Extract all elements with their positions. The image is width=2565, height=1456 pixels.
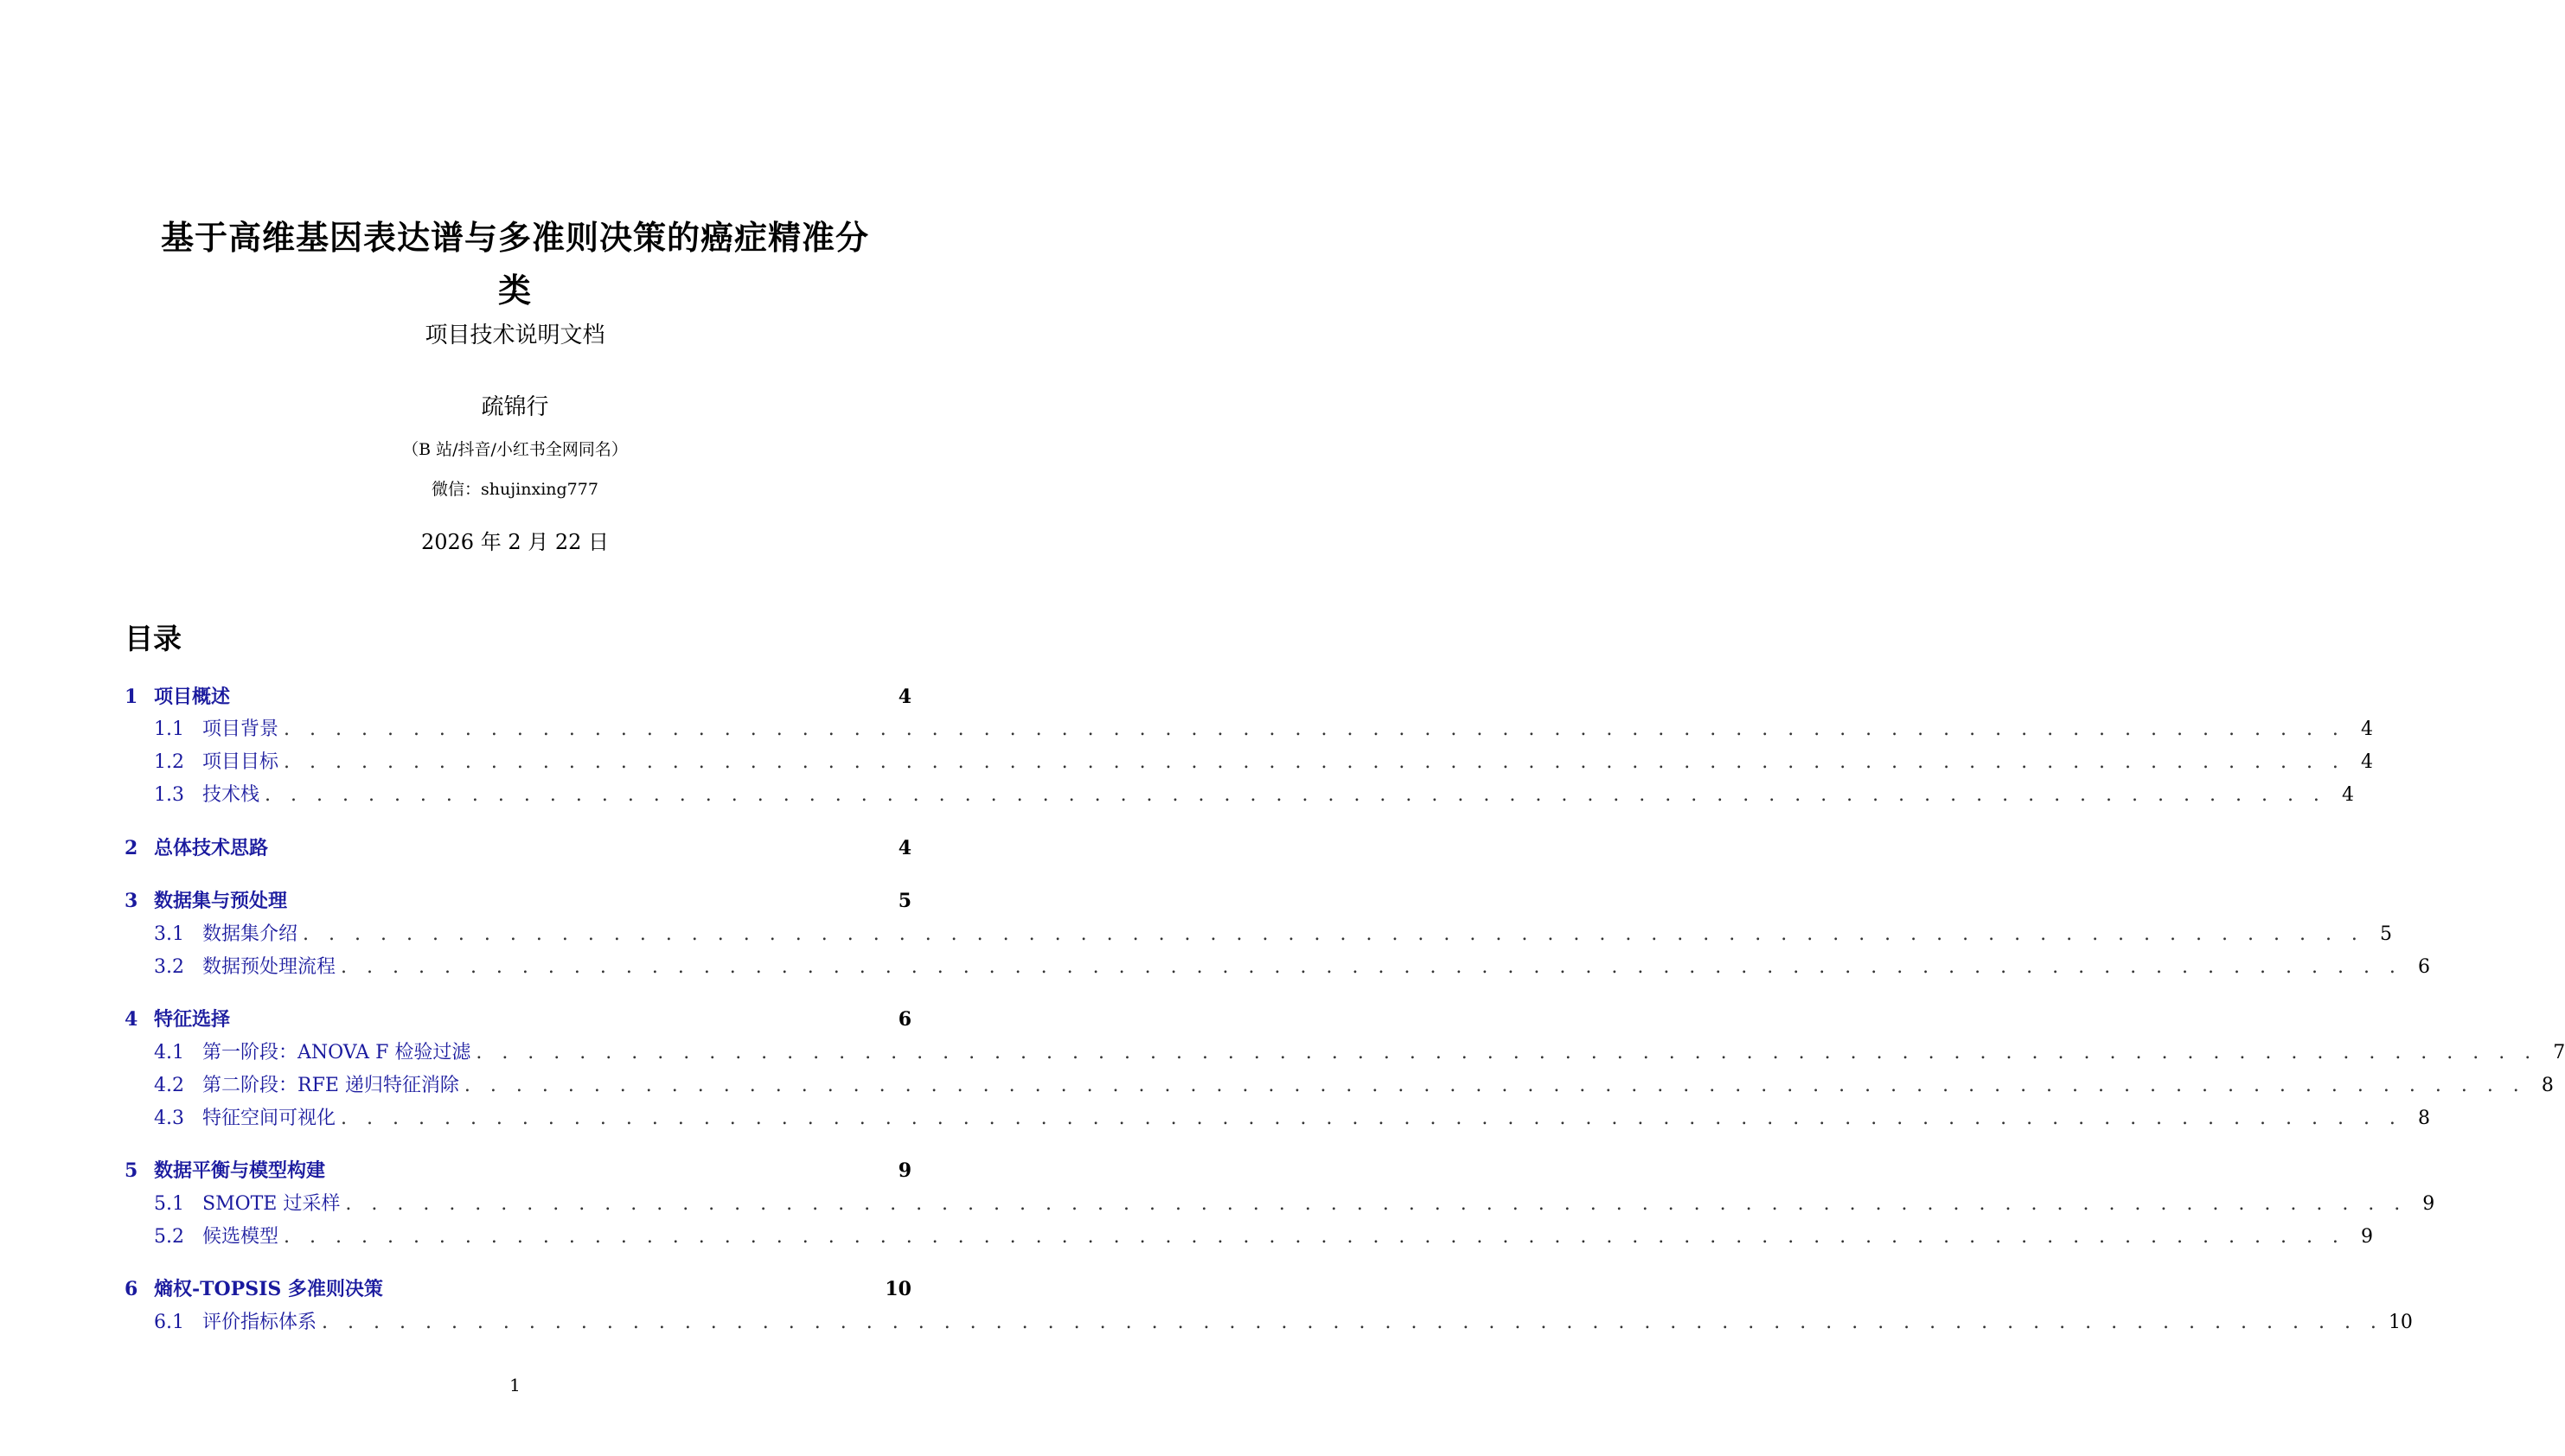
toc-subsection-entry[interactable] bbox=[125, 919, 2392, 948]
toc-entry-label: 数据集介绍 bbox=[202, 923, 298, 945]
toc-entry-page: 9 bbox=[2422, 1193, 2435, 1215]
toc-entry-page: 5 bbox=[898, 890, 912, 912]
toc-dot-leader: . . . . . . . . . . . . . . . . . . . . . . . . . . . . . . . . . . . . . . . . . . . . . . . . . . . . . . . . . . . . . . . . . . . . . . . . . . . . . . . . bbox=[341, 1108, 2402, 1129]
toc-entry-number: 6.1 bbox=[154, 1312, 184, 1333]
toc-entry-page: 4 bbox=[2360, 751, 2373, 773]
toc-entry-page: 4 bbox=[2341, 784, 2354, 806]
toc-section-entry[interactable] bbox=[125, 1005, 912, 1034]
toc-entry-number: 1.1 bbox=[154, 718, 184, 740]
toc-heading: 目录 bbox=[125, 622, 182, 655]
toc-entry-number: 2 bbox=[125, 837, 138, 859]
toc-dot-leader: . . . . . . . . . . . . . . . . . . . . . . . . . . . . . . . . . . . . . . . . . . . . . . . . . . . . . . . . . . . . . . . . . . . . . . . . . . . . . . . . bbox=[322, 1312, 2383, 1333]
toc-section-entry[interactable] bbox=[125, 886, 912, 916]
toc-dot-leader: . . . . . . . . . . . . . . . . . . . . . . . . . . . . . . . . . . . . . . . . . . . . . . . . . . . . . . . . . . . . . . . . . . . . . . . . . . . . . . . . bbox=[345, 1193, 2408, 1215]
toc-dot-leader: . . . . . . . . . . . . . . . . . . . . . . . . . . . . . . . . . . . . . . . . . . . . . . . . . . . . . . . . . . . . . . . . . . . . . . . . . . . . . . . . bbox=[303, 923, 2364, 945]
toc-entry-label: 数据集与预处理 bbox=[154, 890, 288, 912]
toc-subsection-entry[interactable] bbox=[125, 1189, 2435, 1218]
toc-subsection-entry[interactable] bbox=[125, 1070, 2554, 1100]
toc-subsection-entry[interactable] bbox=[125, 1222, 2373, 1251]
toc-entry-number: 4 bbox=[125, 1008, 138, 1031]
toc-subsection-entry[interactable] bbox=[125, 747, 2373, 776]
toc-dot-leader: . . . . . . . . . . . . . . . . . . . . . . . . . . . . . . . . . . . . . . . . . . . . . . . . . . . . . . . . . . . . . . . . . . . . . . . . . . . . . . . . bbox=[476, 1042, 2538, 1063]
toc-entry-number: 5 bbox=[125, 1159, 138, 1182]
toc-entry-page: 8 bbox=[2417, 1108, 2430, 1129]
toc-subsection-entry[interactable] bbox=[125, 1038, 2565, 1067]
toc-entry-page: 4 bbox=[898, 686, 912, 708]
toc-section-entry[interactable] bbox=[125, 682, 912, 712]
toc-entry-label: 项目背景 bbox=[202, 718, 279, 740]
toc-entry-label: 项目目标 bbox=[202, 751, 279, 773]
toc-entry-label: 候选模型 bbox=[202, 1226, 279, 1248]
toc-section-entry[interactable] bbox=[125, 1274, 912, 1304]
toc-entry-page: 4 bbox=[2360, 718, 2373, 740]
toc-entry-number: 3.1 bbox=[154, 923, 184, 945]
toc-dot-leader: . . . . . . . . . . . . . . . . . . . . . . . . . . . . . . . . . . . . . . . . . . . . . . . . . . . . . . . . . . . . . . . . . . . . . . . . . . . . . . . . bbox=[341, 956, 2402, 978]
toc-entry-label: 特征选择 bbox=[154, 1008, 231, 1031]
toc-entry-label: SMOTE 过采样 bbox=[202, 1193, 341, 1215]
toc-dot-leader: . . . . . . . . . . . . . . . . . . . . . . . . . . . . . . . . . . . . . . . . . . . . . . . . . . . . . . . . . . . . . . . . . . . . . . . . . . . . . . . . bbox=[464, 1075, 2526, 1096]
toc-subsection-entry[interactable] bbox=[125, 714, 2373, 744]
page-number: 1 bbox=[509, 1375, 521, 1395]
toc-entry-page: 10 bbox=[885, 1278, 912, 1300]
toc-entry-label: 第一阶段：ANOVA F 检验过滤 bbox=[202, 1042, 471, 1063]
document-title-line2: 类 bbox=[497, 271, 532, 310]
toc-entry-number: 3 bbox=[125, 890, 138, 912]
toc-entry-label: 数据平衡与模型构建 bbox=[154, 1159, 326, 1182]
toc-entry-number: 4.3 bbox=[154, 1108, 184, 1129]
toc-entry-page: 10 bbox=[2388, 1312, 2413, 1333]
toc-entry-number: 1.3 bbox=[154, 784, 184, 806]
toc-entry-number: 1.2 bbox=[154, 751, 184, 773]
toc-entry-page: 7 bbox=[2553, 1042, 2565, 1063]
toc-entry-number: 4.1 bbox=[154, 1042, 184, 1063]
toc-entry-page: 4 bbox=[898, 837, 912, 859]
toc-entry-page: 9 bbox=[2360, 1226, 2373, 1248]
toc-subsection-entry[interactable] bbox=[125, 1307, 2413, 1337]
toc-entry-number: 1 bbox=[125, 686, 138, 708]
toc-entry-page: 6 bbox=[898, 1008, 912, 1031]
toc-dot-leader: . . . . . . . . . . . . . . . . . . . . . . . . . . . . . . . . . . . . . . . . . . . . . . . . . . . . . . . . . . . . . . . . . . . . . . . . . . . . . . . . bbox=[284, 718, 2345, 740]
toc-entry-page: 6 bbox=[2417, 956, 2430, 978]
document-title-line1: 基于高维基因表达谱与多准则决策的癌症精准分 bbox=[160, 218, 869, 257]
toc-entry-page: 8 bbox=[2541, 1075, 2554, 1096]
document-date: 2026 年 2 月 22 日 bbox=[420, 530, 610, 554]
toc-entry-number: 5.2 bbox=[154, 1226, 184, 1248]
toc-entry-label: 特征空间可视化 bbox=[202, 1108, 336, 1129]
wechat-id: 微信：shujinxing777 bbox=[432, 480, 598, 499]
toc-subsection-entry[interactable] bbox=[125, 952, 2430, 981]
toc-entry-number: 5.1 bbox=[154, 1193, 184, 1215]
toc-subsection-entry[interactable] bbox=[125, 780, 2354, 809]
toc-entry-label: 数据预处理流程 bbox=[202, 956, 336, 978]
toc-entry-label: 评价指标体系 bbox=[202, 1312, 317, 1333]
toc-entry-label: 第二阶段：RFE 递归特征消除 bbox=[202, 1075, 459, 1096]
toc-section-entry[interactable] bbox=[125, 1156, 912, 1185]
toc-entry-label: 技术栈 bbox=[202, 784, 260, 806]
toc-dot-leader: . . . . . . . . . . . . . . . . . . . . . . . . . . . . . . . . . . . . . . . . . . . . . . . . . . . . . . . . . . . . . . . . . . . . . . . . . . . . . . . . bbox=[265, 784, 2326, 806]
document-subtitle: 项目技术说明文档 bbox=[425, 322, 605, 348]
toc-entry-label: 项目概述 bbox=[154, 686, 231, 708]
toc-dot-leader: . . . . . . . . . . . . . . . . . . . . . . . . . . . . . . . . . . . . . . . . . . . . . . . . . . . . . . . . . . . . . . . . . . . . . . . . . . . . . . . . bbox=[284, 751, 2345, 773]
author-note: （B 站/抖音/小红书全网同名） bbox=[402, 440, 628, 459]
toc-subsection-entry[interactable] bbox=[125, 1103, 2430, 1133]
toc-entry-page: 9 bbox=[898, 1159, 912, 1182]
toc-section-entry[interactable] bbox=[125, 833, 912, 863]
toc-entry-number: 6 bbox=[125, 1278, 138, 1300]
toc-entry-number: 3.2 bbox=[154, 956, 184, 978]
toc-entry-label: 熵权-TOPSIS 多准则决策 bbox=[154, 1278, 383, 1300]
toc-entry-label: 总体技术思路 bbox=[154, 837, 269, 859]
author-name: 疏锦行 bbox=[481, 394, 549, 420]
toc-entry-page: 5 bbox=[2379, 923, 2392, 945]
toc-dot-leader: . . . . . . . . . . . . . . . . . . . . . . . . . . . . . . . . . . . . . . . . . . . . . . . . . . . . . . . . . . . . . . . . . . . . . . . . . . . . . . . . bbox=[284, 1226, 2345, 1248]
toc-entry-number: 4.2 bbox=[154, 1075, 184, 1096]
